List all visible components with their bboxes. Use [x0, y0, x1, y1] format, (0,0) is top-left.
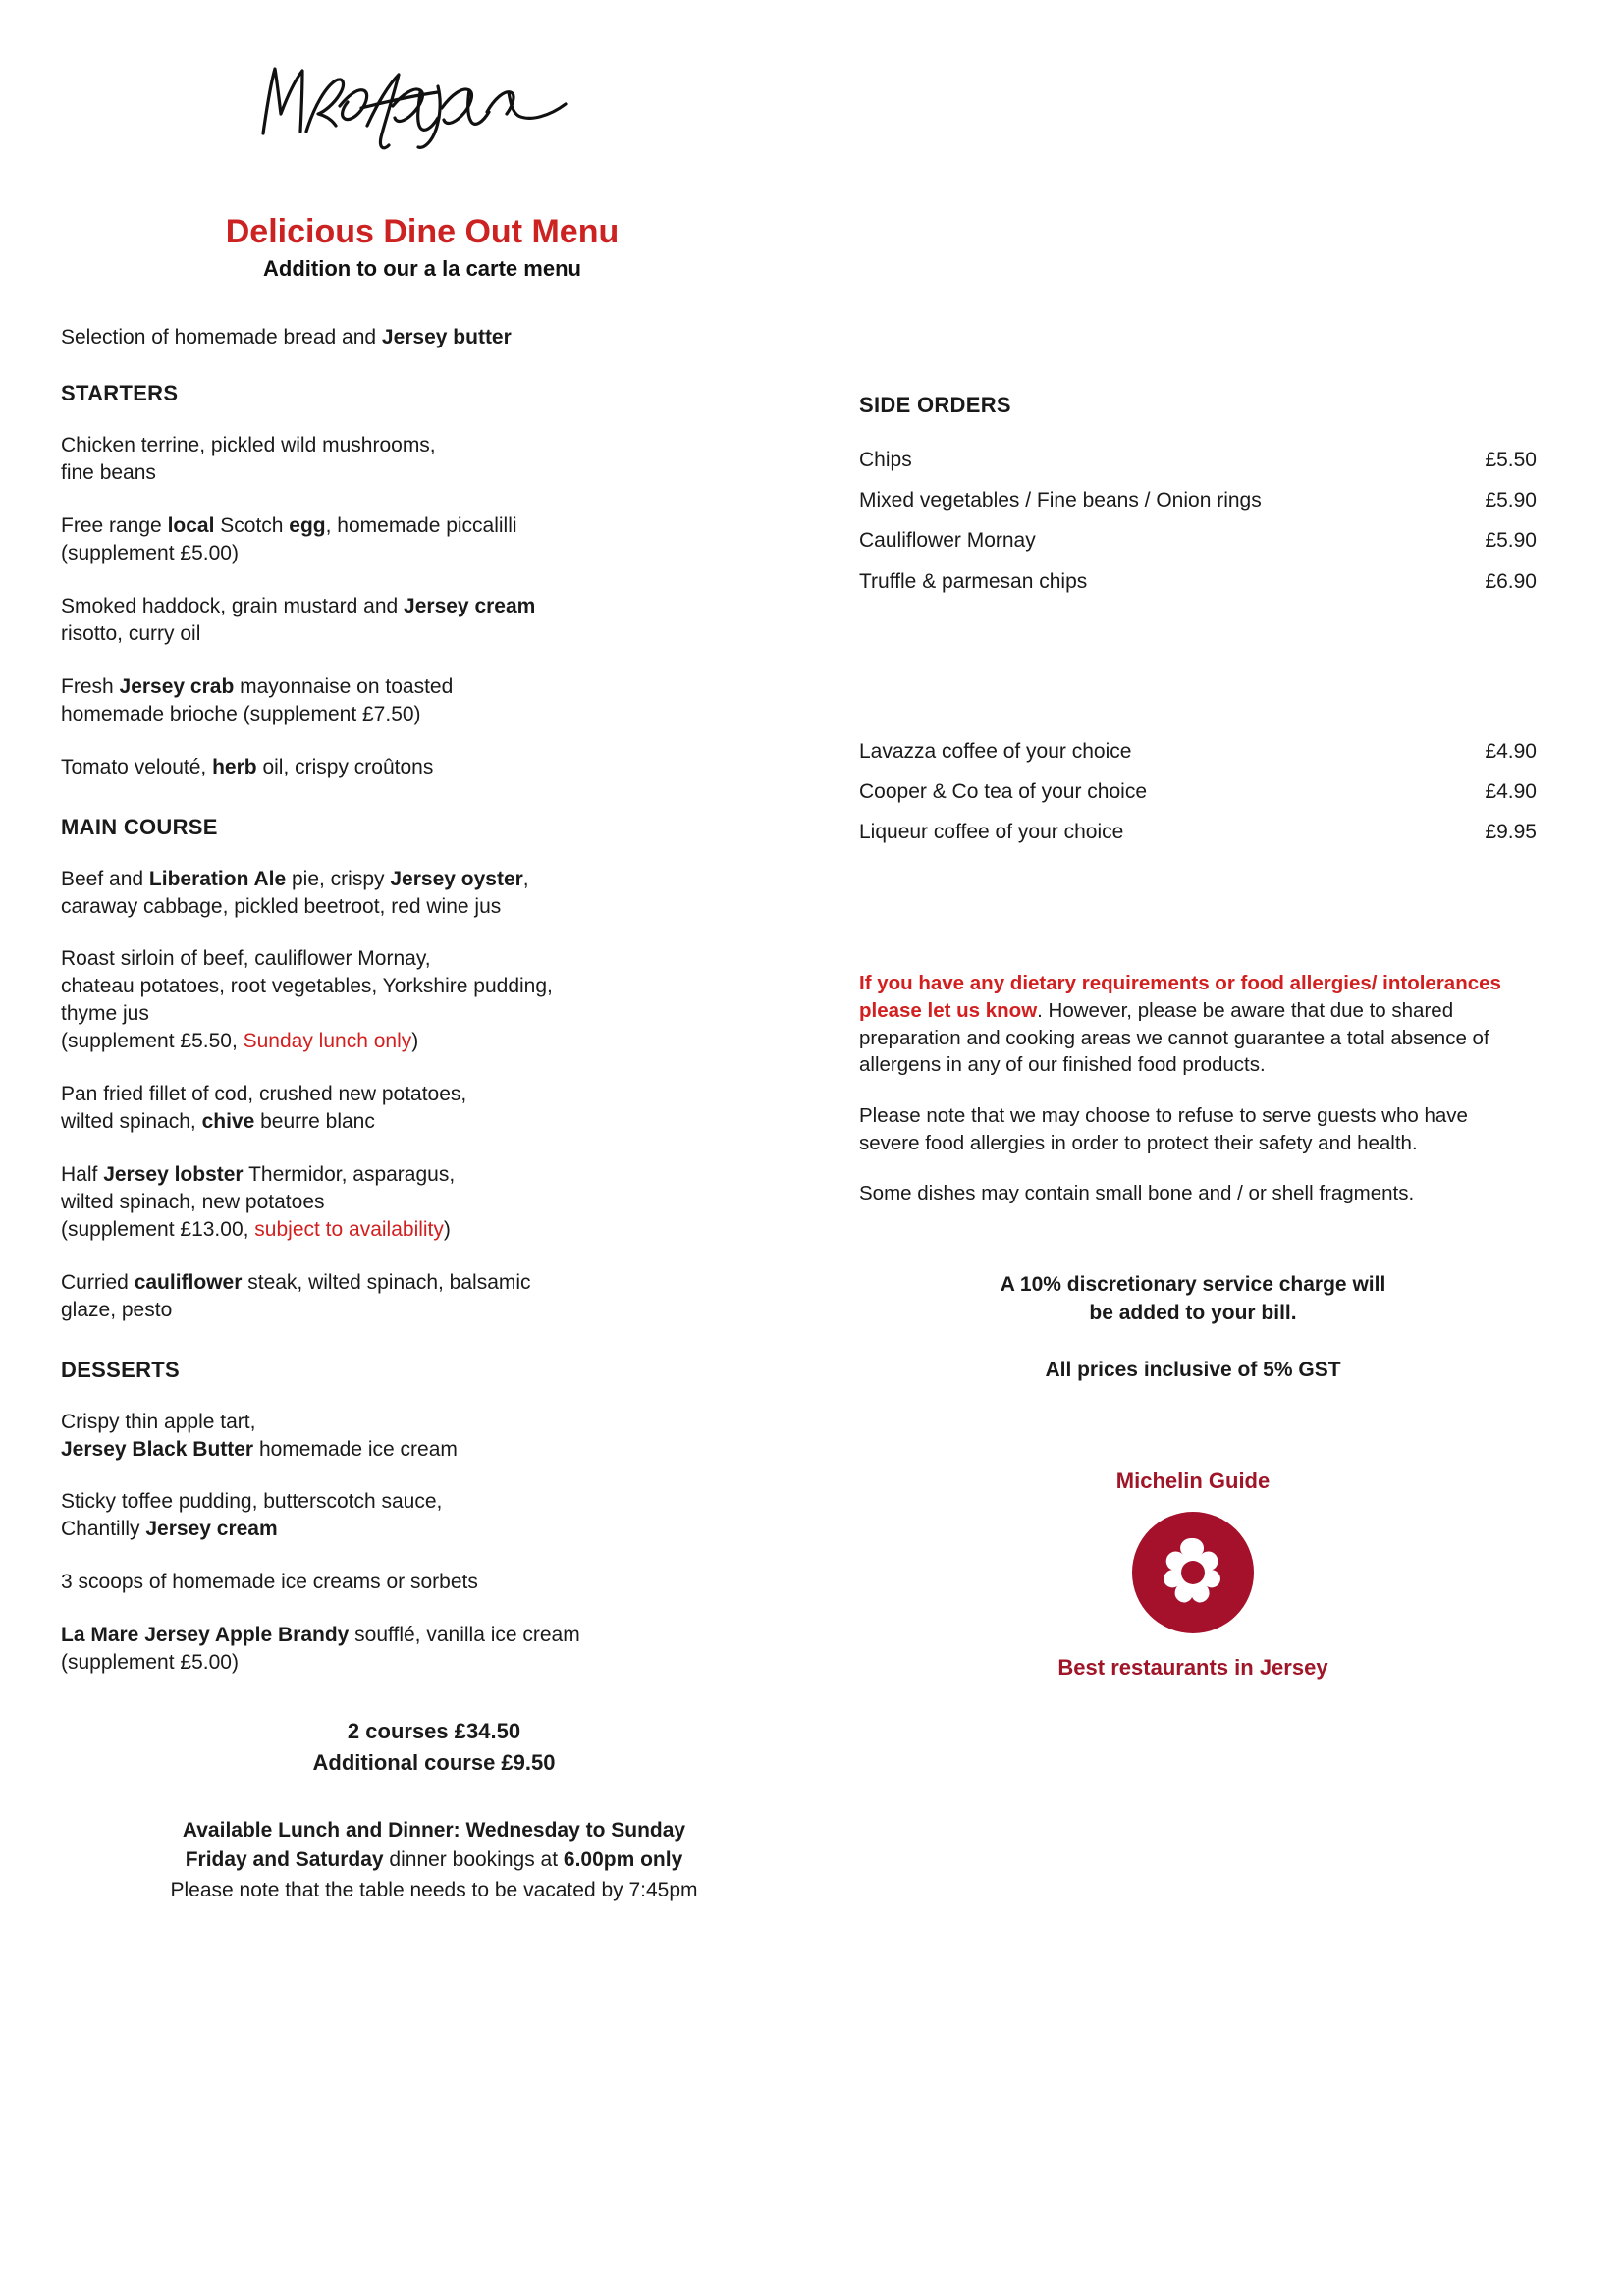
spacer: [859, 1328, 1566, 1356]
refuse-service-note: Please note that we may choose to refuse to serve guests who have severe food allergies in order to protect their safety and health.: [859, 1104, 1468, 1154]
side-order-name: Mixed vegetables / Fine beans / Onion rings: [859, 489, 1262, 512]
side-order-name: Truffle & parmesan chips: [859, 569, 1088, 593]
main-note-red: Sunday lunch only: [243, 1030, 412, 1053]
main-line: caraway cabbage, pickled beetroot, red wine jus: [61, 894, 502, 918]
starter-line: oil, crispy croûtons: [256, 755, 434, 778]
dessert-item: [61, 1569, 807, 1596]
side-order-name: Chips: [859, 449, 912, 471]
dessert-line: Sticky toffee pudding, butterscotch sauce,: [61, 1490, 443, 1514]
main-bold: chive: [201, 1110, 255, 1134]
allergy-note-body: . However, please be aware that due to shared preparation and cooking areas we cannot guarantee a total absence of allergens in any of our finished food products.: [859, 998, 1489, 1077]
bread-line-bold: Jersey butter: [381, 326, 512, 348]
main-bold: Jersey oyster: [390, 867, 523, 890]
starter-item: [61, 754, 807, 781]
course-pricing: [61, 1716, 807, 1779]
allergy-note-emphasis: If you have any dietary requirements or food allergies/ intolerances please let us know: [859, 972, 1501, 1022]
starter-line: Smoked haddock, grain mustard and: [61, 595, 405, 618]
main-bold: cauliflower: [134, 1270, 243, 1294]
spacer: [859, 1231, 1566, 1270]
dessert-line: soufflé, vanilla ice cream: [349, 1624, 580, 1647]
dessert-item: [61, 1622, 807, 1677]
main-item: [61, 1269, 807, 1324]
main-item: [61, 945, 807, 1055]
availability-mid: dinner bookings at: [383, 1848, 564, 1872]
dessert-bold: La Mare Jersey Apple Brandy: [61, 1624, 350, 1647]
drink-row: [859, 812, 1537, 852]
menu-header: [59, 214, 785, 282]
starter-line: Fresh: [61, 674, 120, 698]
main-line: steak, wilted spinach, balsamic: [242, 1270, 531, 1294]
dessert-line: 3 scoops of homemade ice creams or sorbets: [61, 1571, 478, 1594]
side-order-price: £5.50: [1485, 449, 1537, 471]
right-column: [859, 393, 1566, 1681]
dessert-item: [61, 1409, 807, 1464]
dessert-line: Chantilly: [61, 1518, 146, 1541]
side-order-name: Cauliflower Mornay: [859, 529, 1036, 553]
main-line: Beef and: [61, 867, 149, 890]
starter-bold: Jersey crab: [119, 674, 235, 698]
starter-line: Free range: [61, 514, 168, 538]
main-course-heading: MAIN COURSE: [61, 814, 218, 839]
main-supplement: ): [411, 1030, 419, 1053]
michelin-title: Michelin Guide: [1115, 1468, 1271, 1494]
michelin-star-icon: [1132, 1512, 1254, 1633]
bone-fragments-note: Some dishes may contain small bone and / or shell fragments.: [859, 1182, 1415, 1205]
side-order-price: £5.90: [1485, 529, 1537, 553]
dessert-line: Crispy thin apple tart,: [61, 1410, 256, 1433]
restaurant-logo: [245, 47, 569, 165]
dessert-supplement: (supplement £5.00): [61, 1651, 239, 1675]
page-subtitle: Addition to our a la carte menu: [263, 256, 581, 282]
starter-supplement: (supplement £5.00): [61, 542, 239, 565]
dessert-bold: Jersey cream: [145, 1518, 278, 1541]
course-price-additional: Additional course £9.50: [312, 1749, 556, 1775]
main-line: glaze, pesto: [61, 1298, 173, 1321]
starters-heading: STARTERS: [61, 381, 179, 406]
starter-bold: Jersey cream: [404, 595, 536, 618]
side-order-row: [859, 440, 1537, 480]
starter-line: Scotch: [214, 514, 290, 538]
starter-line: Chicken terrine, pickled wild mushrooms,: [61, 434, 436, 457]
bread-line: [61, 324, 807, 351]
main-line: thyme jus: [61, 1002, 149, 1026]
main-supplement: (supplement £13.00,: [61, 1217, 255, 1241]
availability-line-2: [61, 1845, 807, 1875]
service-charge-line-2: be added to your bill.: [1089, 1302, 1297, 1325]
availability-block: [61, 1816, 807, 1905]
drink-price: £4.90: [1485, 739, 1537, 763]
side-order-price: £5.90: [1485, 489, 1537, 512]
main-line: ,: [522, 867, 529, 890]
dessert-line: homemade ice cream: [253, 1437, 458, 1461]
starter-line: fine beans: [61, 461, 156, 485]
main-line: Half: [61, 1163, 104, 1187]
main-line: Curried: [61, 1270, 135, 1294]
drink-name: Liqueur coffee of your choice: [859, 821, 1124, 844]
starter-line: mayonnaise on toasted: [234, 674, 454, 698]
starter-item: [61, 432, 807, 487]
main-line: chateau potatoes, root vegetables, Yorkshire pudding,: [61, 975, 553, 998]
drinks-list: [859, 731, 1537, 853]
availability-days: Friday and Saturday: [185, 1848, 384, 1872]
left-column: [61, 324, 807, 1905]
main-line: pie, crispy: [286, 867, 391, 890]
side-order-price: £6.90: [1485, 569, 1537, 593]
starter-item: [61, 673, 807, 728]
michelin-block: [859, 1468, 1527, 1681]
main-line: wilted spinach, new potatoes: [61, 1190, 325, 1213]
starter-bold: herb: [212, 755, 257, 778]
availability-time: 6.00pm only: [563, 1848, 683, 1872]
availability-line-3: Please note that the table needs to be vacated by 7:45pm: [170, 1878, 698, 1901]
side-order-row: [859, 480, 1537, 520]
starter-bold: egg: [289, 514, 326, 538]
course-price-2: 2 courses £34.50: [347, 1719, 521, 1744]
main-line: Pan fried fillet of cod, crushed new potatoes,: [61, 1083, 467, 1106]
main-bold: Jersey lobster: [103, 1163, 244, 1187]
service-charge-note: [859, 1270, 1527, 1328]
main-line: wilted spinach,: [61, 1110, 202, 1134]
drink-row: [859, 731, 1537, 772]
side-orders-heading: SIDE ORDERS: [859, 393, 1011, 417]
main-item: [61, 1161, 807, 1244]
main-note-red: subject to availability: [254, 1217, 444, 1241]
drink-name: Lavazza coffee of your choice: [859, 739, 1132, 763]
starter-line: risotto, curry oil: [61, 621, 201, 645]
side-order-row: [859, 520, 1537, 561]
availability-line-1: Available Lunch and Dinner: Wednesday to Sunday: [182, 1818, 686, 1842]
dessert-bold: Jersey Black Butter: [61, 1437, 254, 1461]
main-item: [61, 866, 807, 921]
drink-name: Cooper & Co tea of your choice: [859, 779, 1147, 803]
service-charge-line-1: A 10% discretionary service charge will: [1000, 1273, 1386, 1297]
michelin-caption: Best restaurants in Jersey: [1057, 1655, 1328, 1681]
side-orders-list: [859, 440, 1537, 602]
starter-item: [61, 593, 807, 648]
allergy-note: [859, 970, 1527, 1079]
starter-line: homemade brioche (supplement £7.50): [61, 702, 421, 725]
main-bold: Liberation Ale: [148, 867, 287, 890]
main-line: Thermidor, asparagus,: [243, 1163, 456, 1187]
page-title: Delicious Dine Out Menu: [225, 213, 620, 250]
main-line: Roast sirloin of beef, cauliflower Mornay,: [61, 947, 431, 971]
main-supplement: ): [443, 1217, 451, 1241]
drink-price: £4.90: [1485, 779, 1537, 803]
bread-line-text: Selection of homemade bread and: [61, 326, 382, 348]
main-line: beurre blanc: [254, 1110, 375, 1134]
spacer: [859, 852, 1566, 970]
starter-line: , homemade piccalilli: [325, 514, 517, 538]
main-supplement: (supplement £5.50,: [61, 1030, 244, 1053]
starter-bold: local: [167, 514, 215, 538]
spacer: [859, 602, 1566, 731]
gst-note: All prices inclusive of 5% GST: [1045, 1358, 1341, 1381]
starter-item: [61, 512, 807, 567]
drink-row: [859, 772, 1537, 812]
main-item: [61, 1081, 807, 1136]
desserts-heading: DESSERTS: [61, 1357, 180, 1382]
starter-line: Tomato velouté,: [61, 755, 213, 778]
side-order-row: [859, 561, 1537, 602]
dessert-item: [61, 1488, 807, 1543]
drink-price: £9.95: [1485, 821, 1537, 844]
